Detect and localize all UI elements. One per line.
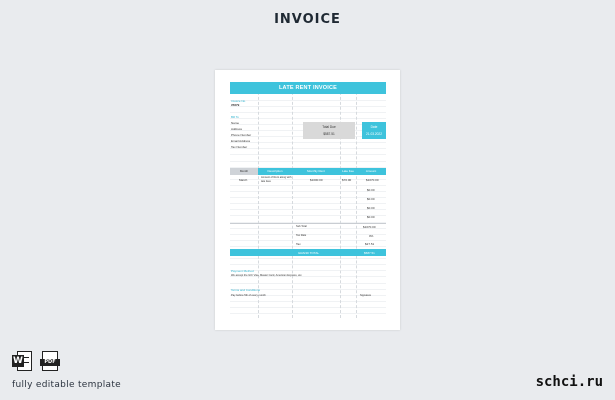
items-table-header [230,168,386,175]
total-due-box [303,122,355,139]
grand-total-row [230,249,386,256]
row-amount-empty[interactable]: $0.00 [367,215,375,219]
bill-to-address[interactable]: Address [231,127,243,131]
row-monthly-rent[interactable]: $1000.00 [310,178,323,182]
column-header-month: Month [230,168,258,175]
word-icon-letter: W [13,356,23,366]
grand-total-value: $587.51 [364,250,375,255]
invoice-number-label: Invoice No. [231,99,247,103]
total-due-value: $587.51 [323,132,335,136]
format-icons [12,350,60,372]
date-label: Date [370,125,378,129]
bill-to-label: Bill To [231,115,239,119]
tagline: fully editable template [12,380,121,390]
signature-label: Signature [360,294,372,297]
subtotal-label: Sub Total [296,225,307,228]
invoice-banner: LATE RENT INVOICE [230,82,386,94]
row-month[interactable]: March [239,178,248,182]
tax-value: $27.51 [365,242,375,246]
terms-label: Terms and Conditions [231,288,261,292]
grid-column-divider [356,82,357,318]
bill-to-name[interactable]: Name [231,121,240,125]
row-description-line2[interactable]: late fees [261,179,271,183]
row-amount-empty[interactable]: $0.00 [367,188,375,192]
subtotal-value: $1070.00 [363,225,376,229]
tax-label: Tax [296,242,301,246]
total-due-label: Total Due [322,125,336,129]
site-watermark: schci.ru [535,374,603,390]
row-amount-empty[interactable]: $0.00 [367,206,375,210]
column-header-late-fee: Late Fee [340,168,356,175]
pdf-doc-icon[interactable] [40,350,60,372]
grid-column-divider [258,82,259,318]
bill-to-email[interactable]: Email Address [231,139,251,143]
grid-column-divider [292,82,293,318]
row-description-line1[interactable]: Amount of Rent along with [261,176,292,179]
invoice-sheet [215,70,400,330]
payment-method-text[interactable]: We accept the GIC Visa, Master Card, American Express, etc. [231,274,303,277]
tax-rate-label: Tax Rate [296,234,307,237]
bill-to-phone[interactable]: Phone Number [231,133,252,137]
bill-to-tax-number[interactable]: Tax Number [231,145,248,149]
payment-method-label: Payment Method [231,269,254,273]
row-late-fee[interactable]: $70.00 [342,178,352,182]
items-table-bottom-rule [230,223,386,224]
grid-column-divider [340,82,341,318]
date-value[interactable]: 21.03.2022 [366,132,382,136]
column-header-amount: Amount [356,168,386,175]
page-title: INVOICE [274,12,341,27]
pdf-icon-label: PDF [40,359,60,366]
terms-text[interactable]: Pay before 5th of every month [231,294,266,297]
column-header-description: Description [258,168,292,175]
row-amount-empty[interactable]: $0.00 [367,197,375,201]
tax-rate-value[interactable]: 0% [369,234,374,238]
word-doc-icon[interactable] [12,350,32,372]
invoice-number-value: #5679 [231,103,240,107]
invoice-document [230,82,386,318]
grand-total-label: GRAND TOTAL [298,250,320,255]
date-box [362,122,386,139]
column-header-monthly-rent: Monthly Rent [292,168,340,175]
row-amount[interactable]: $1070.00 [366,178,379,182]
